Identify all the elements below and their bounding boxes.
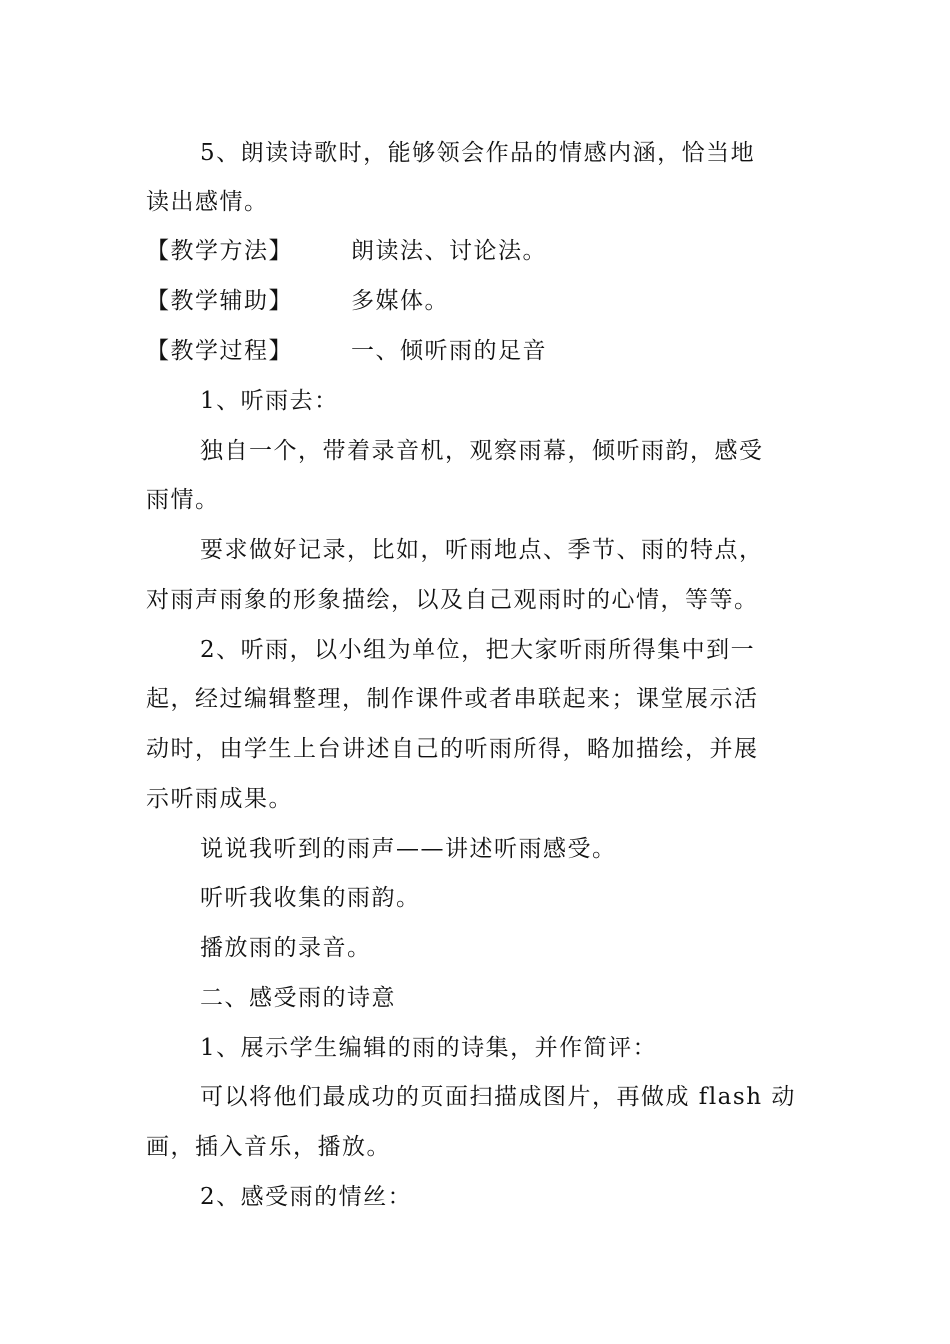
listen-line: 听听我收集的雨韵。	[200, 885, 421, 911]
part-2-section-1-title: 1、展示学生编辑的雨的诗集，并作简评：	[200, 1035, 658, 1061]
paragraph-goal-5-line-1: 5、朗读诗歌时，能够领会作品的情感内涵，恰当地	[200, 140, 756, 166]
teaching-method-row	[146, 236, 547, 266]
section-2-line-2: 起，经过编辑整理，制作课件或者串联起来；课堂展示活	[146, 686, 759, 712]
section-2-line-3: 动时，由学生上台讲述自己的听雨所得，略加描绘，并展	[146, 736, 759, 762]
part-2-section-2-title: 2、感受雨的情丝：	[200, 1184, 413, 1210]
section-2-line-1: 2、听雨，以小组为单位，把大家听雨所得集中到一	[200, 637, 756, 663]
teaching-method-label: 【教学方法】	[146, 238, 293, 264]
say-line: 说说我听到的雨声——讲述听雨感受。	[200, 836, 617, 862]
section-1-paragraph-1-line-1: 独自一个，带着录音机，观察雨幕，倾听雨韵，感受	[200, 438, 764, 464]
teaching-process-label: 【教学过程】	[146, 338, 293, 364]
section-1-title: 1、听雨去：	[200, 388, 339, 414]
teaching-process-row	[146, 336, 547, 366]
teaching-process-value: 一、倾听雨的足音	[351, 338, 547, 364]
teaching-aid-row	[146, 286, 449, 316]
teaching-aid-label: 【教学辅助】	[146, 288, 293, 314]
section-1-paragraph-2-line-1: 要求做好记录，比如，听雨地点、季节、雨的特点，	[200, 537, 764, 563]
part-2-title: 二、感受雨的诗意	[200, 985, 396, 1011]
part-2-section-1-line-1: 可以将他们最成功的页面扫描成图片，再做成 flash 动	[200, 1084, 796, 1110]
play-line: 播放雨的录音。	[200, 935, 372, 961]
paragraph-goal-5-line-2: 读出感情。	[146, 189, 269, 215]
teaching-aid-value: 多媒体。	[351, 288, 449, 314]
section-2-line-4: 示听雨成果。	[146, 786, 293, 812]
teaching-method-value: 朗读法、讨论法。	[351, 238, 547, 264]
section-1-paragraph-1-line-2: 雨情。	[146, 487, 220, 513]
section-1-paragraph-2-line-2: 对雨声雨象的形象描绘，以及自己观雨时的心情，等等。	[146, 587, 759, 613]
part-2-section-1-line-2: 画，插入音乐，播放。	[146, 1134, 391, 1160]
